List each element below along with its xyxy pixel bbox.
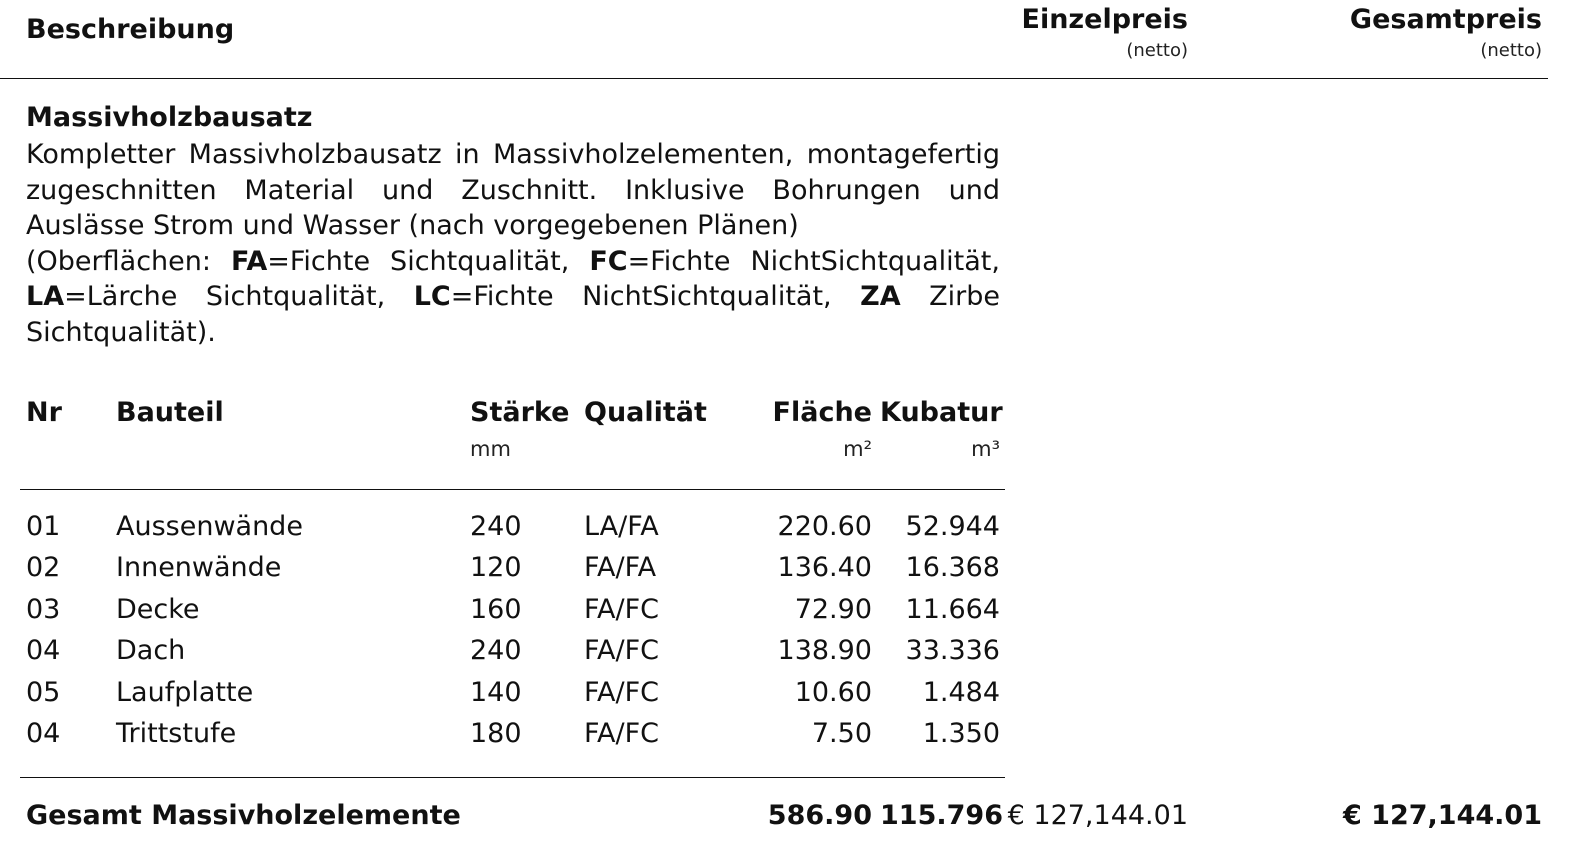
- cell-qualitaet: FA/FC: [584, 676, 660, 708]
- cell-qualitaet: FA/FA: [584, 552, 657, 584]
- col-header-flaeche: Fläche: [772, 397, 872, 428]
- description-text: Kompletter Massivholzbausatz in Massivholzelementen, montagefertig zugeschnitten Material und Zuschnitt. Inklusive Bohrungen und Auslässe Strom und Wasser (nach vorgegebenen Plänen): [26, 139, 1000, 241]
- header-divider: [0, 78, 1548, 79]
- surfaces-intro: (Oberflächen:: [26, 245, 231, 277]
- total-unit-price: € 127,144.01: [1007, 800, 1188, 831]
- surfaces-legend: [26, 244, 1000, 351]
- cell-nr: 03: [26, 593, 61, 625]
- section-description: [26, 137, 1000, 350]
- cell-kubatur: 52.944: [905, 511, 1000, 542]
- cell-staerke: 160: [470, 593, 522, 625]
- surface-text: =Fichte NichtSichtqualität,: [450, 281, 861, 312]
- cell-nr: 05: [26, 676, 61, 708]
- cell-flaeche: 220.60: [777, 511, 872, 542]
- col-header-bauteil: Bauteil: [116, 397, 224, 428]
- total-price-net-note: (netto): [1480, 40, 1542, 61]
- cell-bauteil: Dach: [116, 635, 186, 667]
- cell-flaeche: 10.60: [794, 676, 872, 708]
- cell-flaeche: 72.90: [794, 593, 872, 625]
- cell-nr: 04: [26, 635, 61, 667]
- cell-flaeche: 136.40: [777, 552, 872, 584]
- total-label: Gesamt Massivholzelemente: [26, 800, 461, 831]
- cell-qualitaet: FA/FC: [584, 635, 660, 667]
- cell-bauteil: Laufplatte: [116, 676, 254, 708]
- unit-price-column-header: Einzelpreis: [1021, 4, 1188, 35]
- unit-price-net-note: (netto): [1126, 40, 1188, 61]
- cell-flaeche: 138.90: [777, 635, 872, 667]
- table-footer-divider: [20, 777, 1005, 778]
- cell-kubatur: 33.336: [905, 635, 1000, 667]
- col-header-staerke: Stärke: [470, 397, 570, 428]
- total-price-column-header: Gesamtpreis: [1349, 4, 1542, 35]
- table-row: [0, 594, 1010, 635]
- cell-staerke: 120: [470, 552, 522, 584]
- cell-bauteil: Aussenwände: [116, 511, 303, 542]
- total-price: € 127,144.01: [1343, 800, 1542, 831]
- cell-qualitaet: FA/FC: [584, 593, 660, 625]
- cell-qualitaet: LA/FA: [584, 511, 659, 542]
- cell-staerke: 140: [470, 676, 522, 708]
- surface-text: =Fichte NichtSichtqualität,: [627, 245, 1000, 277]
- cell-bauteil: Decke: [116, 593, 200, 625]
- cell-bauteil: Innenwände: [116, 552, 282, 584]
- unit-kubatur: m³: [971, 437, 1000, 461]
- surface-code: ZA: [860, 281, 901, 312]
- table-body: [0, 511, 1010, 759]
- table-header-divider: [20, 489, 1005, 490]
- surface-code: LA: [26, 281, 65, 312]
- surface-code: FA: [230, 245, 268, 277]
- cell-kubatur: 1.484: [922, 676, 1000, 708]
- cell-staerke: 240: [470, 511, 522, 542]
- cell-bauteil: Trittstufe: [116, 717, 237, 749]
- surface-code: LC: [413, 281, 451, 312]
- table-row: [0, 635, 1010, 676]
- col-header-kubatur: Kubatur: [880, 397, 1003, 428]
- cell-kubatur: 11.664: [905, 593, 1000, 625]
- surface-code: FC: [589, 245, 628, 277]
- section-title: Massivholzbausatz: [26, 102, 313, 133]
- unit-staerke: mm: [470, 437, 511, 461]
- table-row: [0, 552, 1010, 593]
- cell-flaeche: 7.50: [811, 717, 872, 749]
- cell-nr: 04: [26, 717, 61, 749]
- cell-nr: 01: [26, 511, 61, 542]
- col-header-qualitaet: Qualität: [584, 397, 707, 428]
- table-row: [0, 677, 1010, 718]
- total-flaeche: 586.90: [767, 800, 872, 831]
- surface-text: =Fichte Sichtqualität,: [267, 245, 590, 277]
- surface-text: Zirbe Sichtqualität).: [26, 281, 1000, 348]
- cell-nr: 02: [26, 552, 61, 584]
- cell-staerke: 180: [470, 717, 522, 749]
- cell-qualitaet: FA/FC: [584, 717, 660, 749]
- cell-staerke: 240: [470, 635, 522, 667]
- surface-text: =Lärche Sichtqualität,: [64, 281, 414, 312]
- description-column-header: Beschreibung: [26, 14, 235, 45]
- cell-kubatur: 16.368: [905, 552, 1000, 584]
- cell-kubatur: 1.350: [922, 717, 1000, 749]
- table-row: [0, 718, 1010, 759]
- col-header-nr: Nr: [26, 397, 62, 428]
- table-row: [0, 511, 1010, 552]
- unit-flaeche: m²: [843, 437, 872, 461]
- total-kubatur: 115.796: [880, 800, 1003, 831]
